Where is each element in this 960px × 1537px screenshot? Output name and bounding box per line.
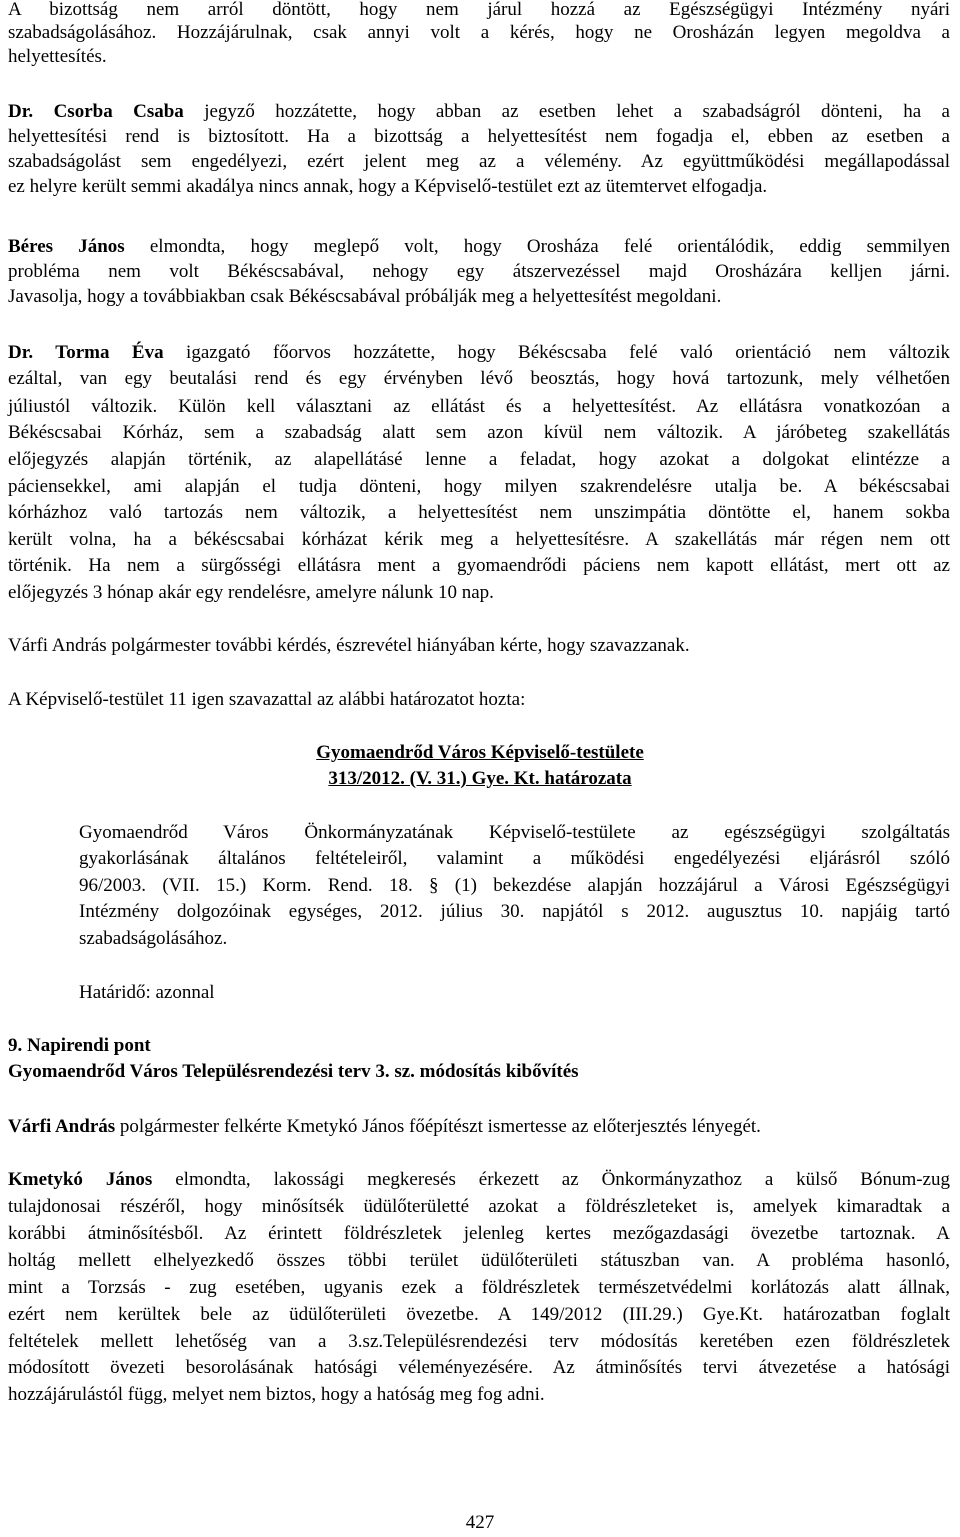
paragraph-line: Javasolja, hogy a továbbiakban csak Békéscsabával próbálják meg a helyettesítést megoldani. (8, 286, 722, 307)
paragraph-line: ez helyre került semmi akadálya nincs annak, hogy a Képviselő-testület ezt az ütemtervet elfogadja. (8, 176, 768, 197)
paragraph-line (8, 1113, 761, 1141)
paragraph-line: páciensekkel, ami alapján el tudja dönteni, hogy milyen szakrendelésre utalja be. A békéscsabai (8, 476, 950, 497)
paragraph-text: elmondta, lakossági megkeresés érkezett az Önkormányzathoz a külső Bónum-zug (152, 1169, 950, 1190)
paragraph-line: előjegyzés 3 hónap akár egy rendelésre, amelyre nálunk 10 nap. (8, 582, 494, 603)
paragraph-line: A Képviselő-testület 11 igen szavazattal az alábbi határozatot hozta: (8, 689, 526, 710)
resolution-number: 313/2012. (V. 31.) Gye. Kt. határozata (328, 768, 632, 789)
resolution-line: Intézmény dolgozóinak egységes, 2012. július 30. napjától s 2012. augusztus 10. napjáig tartó (79, 901, 950, 922)
paragraph-line: előjegyzés alapján történik, az alapellátásé lenne a feladat, hogy azokat a dolgokat elintézze a (8, 449, 950, 470)
paragraph-line (8, 98, 950, 126)
paragraph-line: került volna, ha a békéscsabai kórházat kérik meg a helyettesítésre. A szakellátás már régen nem ott (8, 529, 950, 550)
paragraph-line: holtág mellett elhelyezkedő összes többi terület üdülőterületi státuszban van. A probléma hasonló, (8, 1250, 950, 1271)
resolution-line: gyakorlásának általános feltételeiről, valamint a működési engedélyezési eljárásról szóló (79, 848, 950, 869)
paragraph-line: hozzájárulástól függ, melyet nem biztos, hogy a hatóság meg fog adni. (8, 1384, 545, 1405)
paragraph-line: kórházhoz való tartozás nem változik, a helyettesítést nem unszimpátia döntötte el, hanem sokba (8, 502, 950, 523)
paragraph-line: probléma nem volt Békéscsabával, nehogy egy átszervezéssel majd Orosházára kelljen járni. (8, 261, 950, 282)
page-number: 427 (465, 1512, 495, 1533)
speaker-name: Kmetykó János (8, 1169, 153, 1190)
speaker-name: Dr. Csorba Csaba (8, 101, 184, 122)
resolution-title: Gyomaendrőd Város Képviselő-testülete (316, 742, 644, 763)
paragraph-line: helyettesítési rend is biztosított. Ha a bizottság a helyettesítést nem fogadja el, ebben az esetben a (8, 126, 950, 147)
paragraph-line: történik. Ha nem a sürgősségi ellátásra ment a gyomaendrődi páciens nem kapott ellátást, mert ott az (8, 555, 950, 576)
paragraph-line (8, 1166, 950, 1194)
paragraph-line: ezáltal, van egy beutalási rend és egy érvényben lévő beosztás, hogy hová tartozunk, mely vélhetően (8, 368, 950, 389)
resolution-line: Gyomaendrőd Város Önkormányzatának Képviselő-testülete az egészségügyi szolgáltatás (79, 822, 950, 843)
resolution-line: 96/2003. (VII. 15.) Korm. Rend. 18. § (1) bekezdése alapján hozzájárul a Városi Egészségügyi (79, 875, 950, 896)
paragraph-line: szabadságolásához. Hozzájárulnak, csak annyi volt a kérés, hogy ne Orosházán legyen megoldva a (8, 22, 950, 43)
paragraph-line (8, 339, 950, 367)
paragraph-line: ezért nem kerültek bele az üdülőterületi övezetbe. A 149/2012 (III.29.) Gye.Kt. határozatban foglalt (8, 1304, 950, 1325)
speaker-name: Dr. Torma Éva (8, 342, 164, 363)
paragraph-text: igazgató főorvos hozzátette, hogy Békéscsaba felé való orientáció nem változik (163, 342, 950, 363)
paragraph-line: feltételek mellett lehetőség van a 3.sz.Településrendezési terv módosítás keretében ezen földrészletek (8, 1331, 950, 1352)
speaker-name: Béres János (8, 236, 125, 257)
paragraph-line: korábbi átminősítésből. Az érintett földrészletek jelenleg kertes mezőgazdasági övezetbe tartoznak. A (8, 1223, 950, 1244)
paragraph-text: polgármester felkérte Kmetykó János főépítészt ismertesse az előterjesztés lényegét. (115, 1116, 761, 1137)
paragraph-line (8, 233, 950, 261)
agenda-number: 9. Napirendi pont (8, 1035, 151, 1056)
paragraph-line: Békéscsabai Kórház, sem a szabadság alatt sem azon kívül nem változik. A járóbeteg szakellátás (8, 422, 950, 443)
paragraph-line: mint a Torzsás - zug esetében, ugyanis ezek a földrészletek természetvédelmi korlátozás alatt állnak, (8, 1277, 950, 1298)
resolution-line: szabadságolásához. (79, 928, 228, 949)
paragraph-line: A bizottság nem arról döntött, hogy nem járul hozzá az Egészségügyi Intézmény nyári (8, 0, 950, 20)
paragraph-text: jegyző hozzátette, hogy abban az esetben lehet a szabadságról dönteni, ha a (183, 101, 950, 122)
speaker-name: Várfi András (8, 1116, 116, 1137)
paragraph-text: elmondta, hogy meglepő volt, hogy Orosháza felé orientálódik, eddig semmilyen (124, 236, 951, 257)
resolution-deadline: Határidő: azonnal (79, 982, 215, 1003)
paragraph-line: júliustól változik. Külön kell választani az ellátást és a helyettesítést. Az ellátásra vonatkozóan a (8, 396, 950, 417)
paragraph-line: módosított övezeti besorolásának hatósági véleményezésére. Az átminősítés tervi átvezetése a hatósági (8, 1357, 950, 1378)
agenda-title: Gyomaendrőd Város Településrendezési terv 3. sz. módosítás kibővítés (8, 1061, 579, 1082)
paragraph-line: szabadságolást sem engedélyezi, ezért jelent meg az a vélemény. Az együttműködési megállapodással (8, 151, 950, 172)
paragraph-line: Várfi András polgármester további kérdés, észrevétel hiányában kérte, hogy szavazzanak. (8, 635, 690, 656)
paragraph-line: tulajdonosai részéről, hogy minősítsék üdülőterületté azokat a földrészleteket is, amelyek kimaradtak a (8, 1196, 950, 1217)
paragraph-line: helyettesítés. (8, 46, 107, 67)
